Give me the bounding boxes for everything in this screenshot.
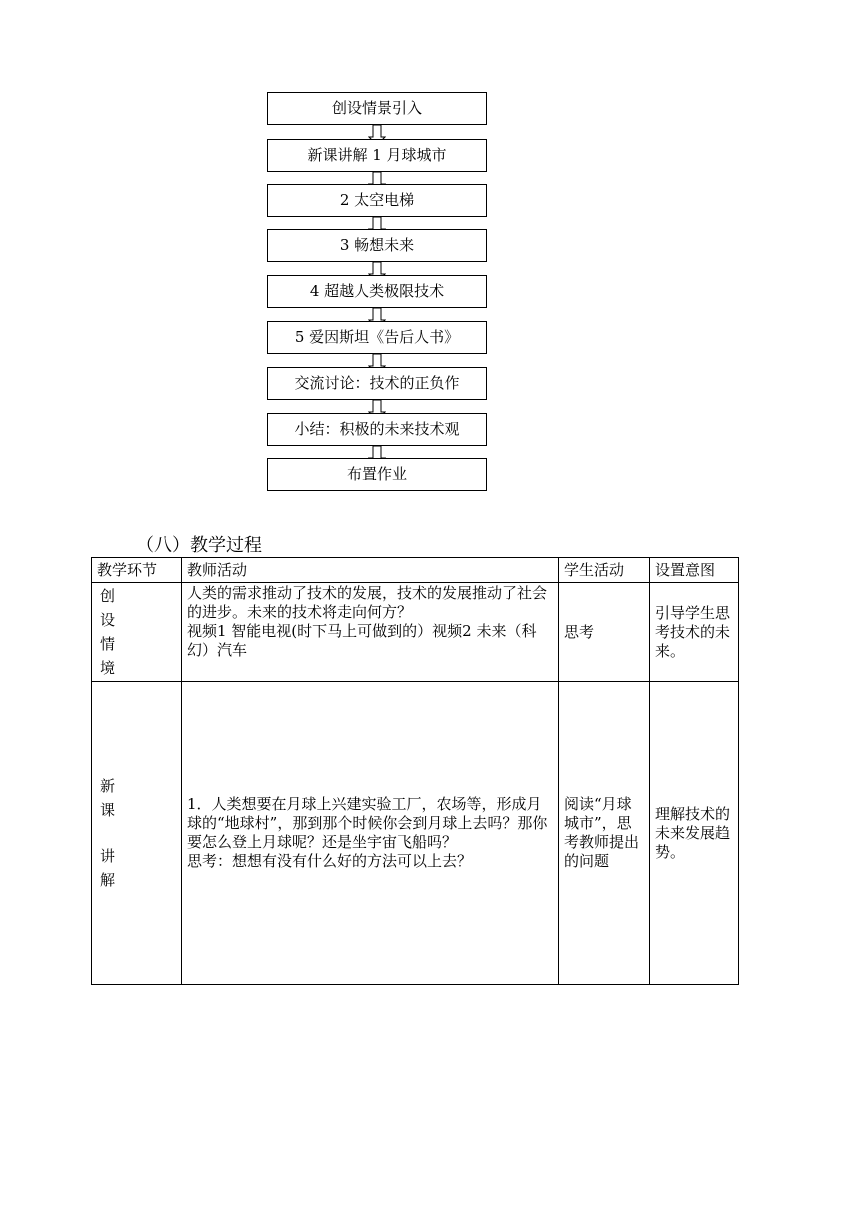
flow-step-beyond-limits: 4 超越人类极限技术 — [267, 275, 487, 308]
student-activity-cell: 阅读“月球城市”，思考教师提出的问题 — [559, 682, 650, 985]
stage-char: 讲 — [100, 847, 116, 865]
flow-step-moon-city: 新课讲解 1 月球城市 — [267, 139, 487, 172]
flow-step-imagine-future: 3 畅想未来 — [267, 229, 487, 262]
flow-step-space-elevator: 2 太空电梯 — [267, 184, 487, 217]
stage-cell — [92, 682, 182, 985]
section-title: （八）教学过程 — [136, 535, 262, 556]
table-row — [92, 583, 739, 682]
stage-char: 情 — [100, 635, 116, 653]
stage-char: 解 — [100, 871, 116, 889]
stage-char: 境 — [100, 659, 116, 677]
flowchart — [0, 0, 860, 500]
stage-cell — [92, 583, 182, 682]
flow-step-intro: 创设情景引入 — [267, 92, 487, 125]
table-header-row — [92, 558, 739, 583]
stage-char: 课 — [100, 801, 116, 819]
teacher-activity-cell: 1．人类想要在月球上兴建实验工厂，农场等，形成月球的“地球村”，那到那个时候你会到月球上去吗？那你要怎么登上月球呢？还是坐宇宙飞船吗？ 思考：想想有没有什么好的方法可以上去？ — [182, 682, 559, 985]
teacher-activity-cell: 人类的需求推动了技术的发展，技术的发展推动了社会的进步。未来的技术将走向何方？ 视频1 智能电视(时下马上可做到的）视频2 未来（科幻）汽车 — [182, 583, 559, 682]
table-row — [92, 682, 739, 985]
stage-gap — [100, 822, 176, 844]
header-intent: 设置意图 — [650, 558, 739, 583]
flow-step-discussion: 交流讨论：技术的正负作 — [267, 367, 487, 400]
intent-cell: 理解技术的未来发展趋势。 — [650, 682, 739, 985]
flow-step-summary: 小结：积极的未来技术观 — [267, 413, 487, 446]
flow-step-einstein-letter: 5 爱因斯坦《告后人书》 — [267, 321, 487, 354]
header-student-activity: 学生活动 — [559, 558, 650, 583]
stage-char: 设 — [100, 611, 116, 629]
stage-char: 创 — [100, 587, 116, 605]
teaching-process-table — [91, 557, 739, 985]
header-teacher-activity: 教师活动 — [182, 558, 559, 583]
intent-cell: 引导学生思考技术的未来。 — [650, 583, 739, 682]
flow-step-homework: 布置作业 — [267, 458, 487, 491]
header-stage: 教学环节 — [92, 558, 182, 583]
stage-char: 新 — [100, 777, 116, 795]
student-activity-cell: 思考 — [559, 583, 650, 682]
